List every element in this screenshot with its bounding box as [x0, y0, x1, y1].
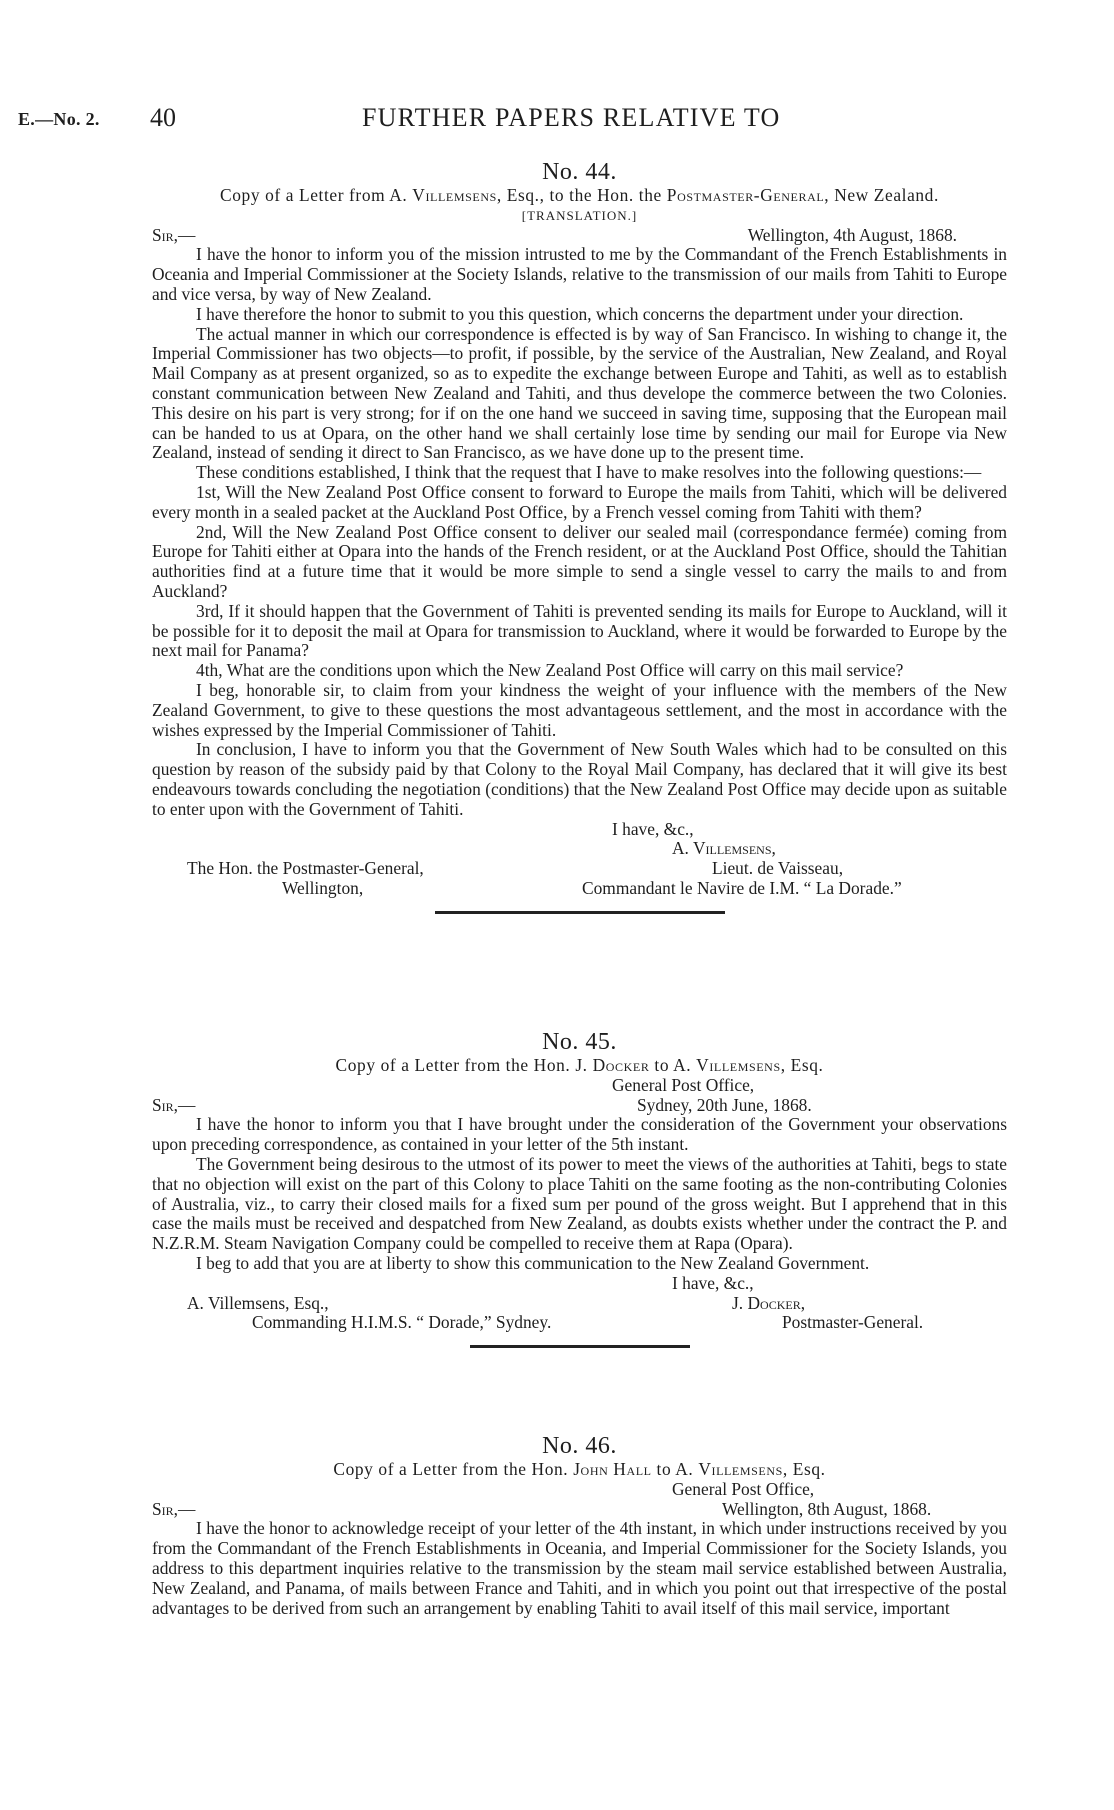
paragraph: I have the honor to inform you that I have brought under the consideration of the Government your observations upon preceding correspondence, as contained in your letter of the 5th instant.	[152, 1114, 1007, 1155]
paragraph: In conclusion, I have to inform you that the Government of New South Wales which had to be consulted on this question by reason of the subsidy paid by that Colony to the Royal Mail Company, has declared that it will give its best endeavours towards concluding the negotiation (conditions) that the New Zealand Post Office may decide upon as suitable to enter upon with the Government of Tahiti.	[152, 739, 1007, 819]
office: General Post Office,	[612, 1074, 755, 1095]
signer-row	[152, 879, 1007, 899]
letter-heading: Copy of a Letter from the Hon. John Hall to A. Villemsens, Esq.	[333, 1459, 826, 1479]
signer-name: J. Docker,	[732, 1292, 806, 1313]
signer-row	[152, 839, 1007, 859]
paragraph: I beg, honorable sir, to claim from your kindness the weight of your influence with the members of the New Zealand Government, to give to these questions the most advantageous settlement, and the most in accordance with the wishes expressed by the Imperial Commissioner of Tahiti.	[152, 679, 1007, 740]
addressee: A. Villemsens, Esq.,	[187, 1292, 329, 1313]
paragraph: I beg to add that you are at liberty to show this communication to the New Zealand Government.	[196, 1252, 870, 1273]
letter-number: No. 44.	[542, 159, 617, 185]
signer-title: Postmaster-General.	[782, 1312, 924, 1333]
salutation: Sir,—	[152, 1094, 196, 1115]
salutation-row	[152, 226, 1007, 246]
separator-rule	[470, 1345, 690, 1348]
signer-row	[152, 859, 1007, 879]
letter-number: No. 46.	[542, 1433, 617, 1459]
signer-title: Commandant le Navire de I.M. “ La Dorade.”	[582, 877, 902, 898]
paragraph: 4th, What are the conditions upon which the New Zealand Post Office will carry on this mail service?	[196, 660, 904, 681]
signer-row	[152, 1294, 1007, 1314]
place-date: Wellington, 8th August, 1868.	[722, 1498, 932, 1519]
signer-title: Lieut. de Vaisseau,	[712, 858, 844, 879]
closing: I have, &c.,	[672, 1272, 754, 1293]
paragraph: 3rd, If it should happen that the Government of Tahiti is prevented sending its mails for Europe to Auckland, will it be possible for it to deposit the mail at Opara for transmission to Auckland, where it would be forwarded to Europe by the next mail for Panama?	[152, 600, 1007, 661]
translation-note: [TRANSLATION.]	[521, 207, 638, 223]
salutation-row	[152, 1096, 1007, 1116]
letter-number: No. 45.	[542, 1029, 617, 1055]
page-header	[0, 103, 1114, 138]
page-number: 40	[150, 103, 176, 132]
salutation: Sir,—	[152, 1498, 196, 1519]
separator-rule	[435, 911, 725, 914]
signer-row	[152, 1313, 1007, 1333]
paragraph: 2nd, Will the New Zealand Post Office consent to deliver our sealed mail (correspondance fermée) coming from Europe for Tahiti either at Opara into the hands of the French resident, or at the Auckland Post Office, should the Tahitian authorities find at a future time that it would be more simple to send a single vessel to carry the mails to and from Auckland?	[152, 521, 1007, 601]
paragraph: The actual manner in which our correspondence is effected is by way of San Francisco. In wishing to change it, the Imperial Commissioner has two objects—to profit, if possible, by the service of the Australian, New Zealand, and Royal Mail Company as at present organized, so as to expedite the exchange between Europe and Tahiti, as well as to establish constant communication between New Zealand and Tahiti, and thus develope the commerce between the two Colonies. This desire on his part is very strong; for if on the one hand we succeed in saving time, supposing that the European mail can be handed to us at Opara, on the other hand we shall certainly lose time by sending our mail for Europe via New Zealand, instead of sending it direct to San Francisco, as we have done up to the present time.	[152, 323, 1007, 463]
paragraph: These conditions established, I think that the request that I have to make resolves into the following questions:—	[196, 462, 982, 483]
paragraph: 1st, Will the New Zealand Post Office consent to forward to Europe the mails from Tahiti, which will be delivered every month in a sealed packet at the Auckland Post Office, by a French vessel coming from Tahiti with them?	[152, 481, 1007, 522]
letter-44	[152, 158, 1007, 924]
letter-heading: Copy of a Letter from A. Villemsens, Esq., to the Hon. the Postmaster-General, New Zealand.	[220, 185, 939, 205]
paragraph: I have therefore the honor to submit to you this question, which concerns the department under your direction.	[196, 303, 964, 324]
paper-reference: E.—No. 2.	[18, 109, 100, 129]
salutation: Sir,—	[152, 224, 196, 245]
addressee: The Hon. the Postmaster-General,	[187, 858, 424, 879]
paragraph: I have the honor to acknowledge receipt of your letter of the 4th instant, in which under instructions received by you from the Commandant of the French Establishments in Oceania, and Imperial Commissioner for the Society Islands, you address to this department inquiries relative to the transmission by the steam mail service established between Australia, New Zealand, and Panama, of mails between France and Tahiti, and in which you point out that irrespective of the postal advantages to be derived from such an arrangement by enabling Tahiti to avail itself of this mail service, important	[152, 1518, 1007, 1618]
letter-46	[152, 1432, 1007, 1618]
place-date: Wellington, 4th August, 1868.	[747, 224, 957, 245]
letter-45	[152, 1028, 1007, 1358]
office: General Post Office,	[672, 1478, 815, 1499]
closing-row	[152, 1274, 1007, 1294]
place-date: Sydney, 20th June, 1868.	[637, 1094, 812, 1115]
closing: I have, &c.,	[612, 818, 694, 839]
closing-row	[152, 820, 1007, 840]
office-row	[152, 1480, 1007, 1500]
salutation-row	[152, 1500, 1007, 1520]
addressee: Wellington,	[282, 877, 364, 898]
paragraph: I have the honor to inform you of the mission intrusted to me by the Commandant of the French Establishments in Oceania and Imperial Commissioner at the Society Islands, relative to the transmission of our mails from Tahiti to Europe and vice versa, by way of New Zealand.	[152, 244, 1007, 304]
letter-heading: Copy of a Letter from the Hon. J. Docker to A. Villemsens, Esq.	[335, 1055, 824, 1075]
addressee: Commanding H.I.M.S. “ Dorade,” Sydney.	[252, 1312, 552, 1333]
paragraph: The Government being desirous to the utmost of its power to meet the views of the authorities at Tahiti, begs to state that no objection will exist on the part of this Colony to place Tahiti on the same footing as the non-contributing Colonies of Australia, viz., to carry their closed mails for a fixed sum per pound of the gross weight. But I apprehend that in this case the mails must be received and despatched from New Zealand, as doubts exists whether under the contract the P. and N.Z.R.M. Steam Navigation Company could be compelled to receive them at Rapa (Opara).	[152, 1153, 1007, 1254]
running-title: FURTHER PAPERS RELATIVE TO	[362, 103, 781, 132]
signer-name: A. Villemsens,	[672, 838, 776, 859]
office-row	[152, 1076, 1007, 1096]
